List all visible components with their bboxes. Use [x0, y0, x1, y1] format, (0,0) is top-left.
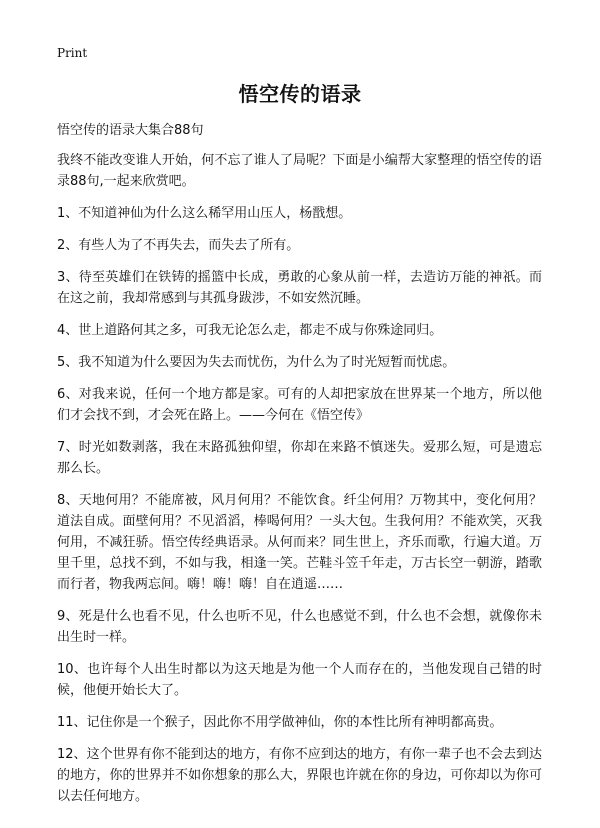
- article-body: [57, 150, 542, 818]
- quote-item: 1、不知道神仙为什么这么稀罕用山压人，杨戬想。: [57, 206, 352, 221]
- quote-item: 4、世上道路何其之多，可我无论怎么走，都走不成与你殊途同归。: [57, 323, 443, 338]
- intro-paragraph: 我终不能改变谁人开始，何不忘了谁人了局呢？下面是小编帮大家整理的悟空传的语录88句,一起来欣赏吧。: [57, 153, 542, 189]
- quote-item: 8、天地何用？不能席被，风月何用？不能饮食。纤尘何用？万物其中，变化何用？道法自成。面壁何用？不见滔滔，棒喝何用？一头大包。生我何用？不能欢笑，灭我何用，不减狂骄。悟空传经典语录。从何而来？同生世上，齐乐而歌，行遍大道。万里千里，总找不到，不如与我，相逢一笑。芒鞋斗笠千年走，万古长空一朝游，踏歌而行者，物我两忘间。嗨！嗨！嗨！自在逍遥……: [57, 493, 542, 592]
- quote-item: 2、有些人为了不再失去，而失去了所有。: [57, 238, 300, 253]
- quote-item: 5、我不知道为什么要因为失去而忧伤，为什么为了时光短暂而忧虑。: [57, 355, 456, 370]
- quote-item: 11、记住你是一个猴子，因此你不用学做神仙，你的本性比所有神明都高贵。: [57, 715, 503, 730]
- quote-item: 7、时光如数剥落，我在末路孤独仰望，你却在来路不慎迷失。爱那么短，可是遗忘那么长。: [57, 440, 542, 476]
- page-subtitle: 悟空传的语录大集合88句: [57, 123, 204, 138]
- quote-item: 6、对我来说，任何一个地方都是家。可有的人却把家放在世界某一个地方，所以他们才会找不到，才会死在路上。——今何在《悟空传》: [57, 387, 542, 423]
- quote-item: 3、待至英雄们在铁铸的摇篮中长成，勇敢的心象从前一样，去造访万能的神祇。而在这之前，我却常感到与其孤身跋涉，不如安然沉睡。: [57, 270, 542, 306]
- quote-item: 9、死是什么也看不见，什么也听不见，什么也感觉不到，什么也不会想，就像你未出生时一样。: [57, 609, 542, 645]
- quote-item: 10、也许每个人出生时都以为这天地是为他一个人而存在的，当他发现自己错的时候，他便开始长大了。: [57, 662, 542, 698]
- print-link[interactable]: Print: [57, 46, 88, 60]
- page-title: 悟空传的语录: [238, 82, 362, 106]
- quote-item: 12、这个世界有你不能到达的地方，有你不应到达的地方，有你一辈子也不会去到达的地方，你的世界并不如你想象的那么大，界限也许就在你的身边，可你却以为你可以去任何地方。: [57, 747, 542, 804]
